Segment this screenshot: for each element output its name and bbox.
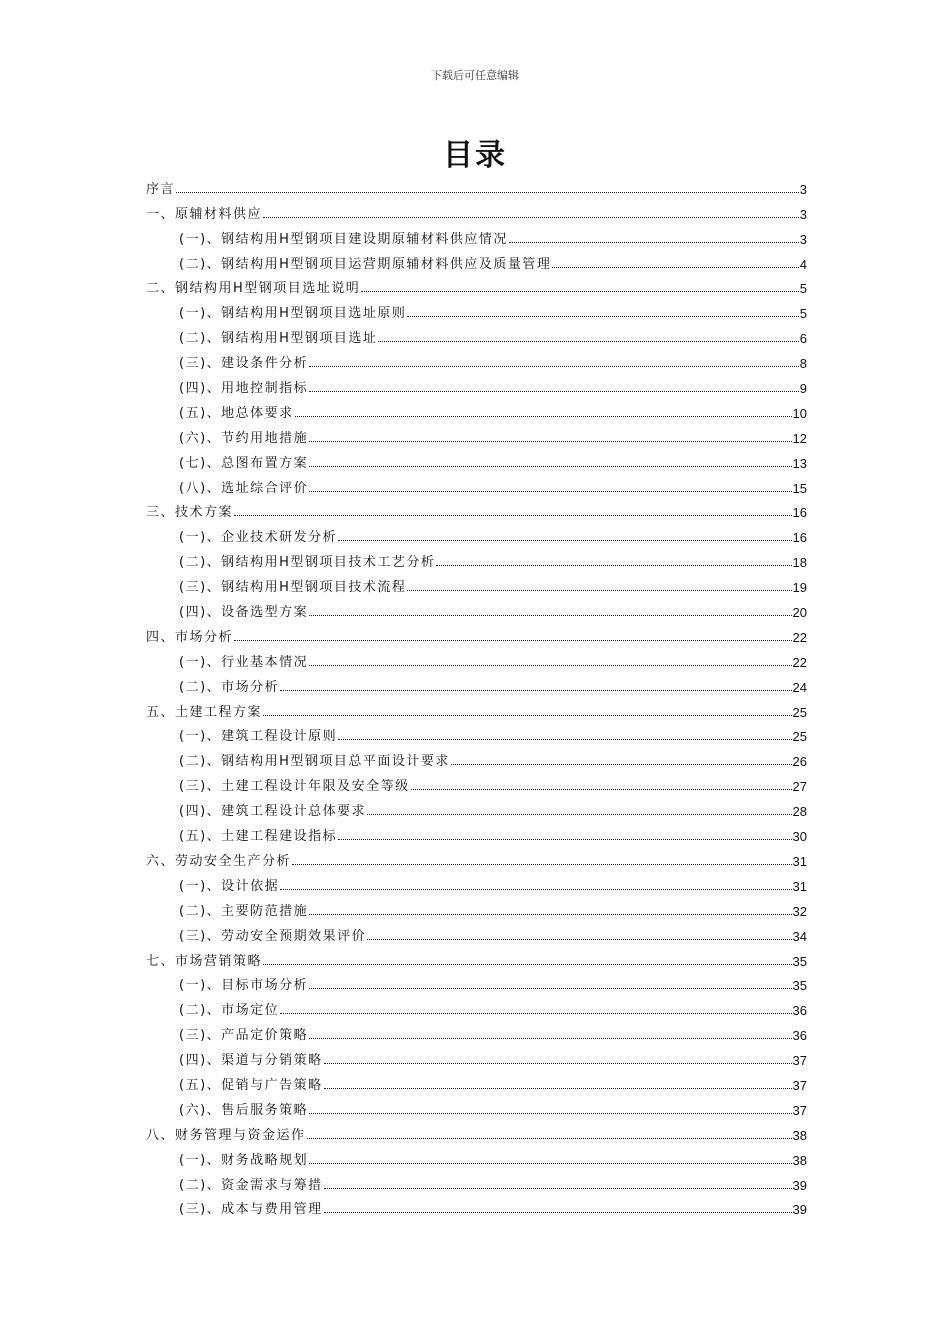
toc-entry[interactable] bbox=[146, 822, 807, 847]
toc-entry[interactable] bbox=[146, 573, 807, 598]
toc-dot-leader bbox=[324, 1211, 792, 1213]
toc-entry[interactable] bbox=[146, 947, 807, 972]
toc-entry-label: (一)、目标市场分析 bbox=[179, 978, 309, 994]
toc-entry-page-number: 22 bbox=[792, 629, 807, 645]
toc-entry-page-number: 31 bbox=[792, 853, 807, 869]
toc-entry-label: (三)、土建工程设计年限及安全等级 bbox=[179, 779, 410, 795]
toc-entry-page-number: 38 bbox=[792, 1127, 807, 1143]
toc-entry-page-number: 13 bbox=[792, 455, 807, 471]
toc-entry-page-number: 37 bbox=[792, 1102, 807, 1118]
toc-entry[interactable] bbox=[146, 424, 807, 449]
toc-entry-label: (六)、节约用地措施 bbox=[179, 430, 309, 446]
toc-dot-leader bbox=[292, 863, 792, 865]
toc-dot-leader bbox=[324, 1087, 792, 1089]
toc-entry[interactable] bbox=[146, 474, 807, 499]
toc-entry[interactable] bbox=[146, 175, 807, 200]
toc-entry[interactable] bbox=[146, 922, 807, 947]
toc-entry[interactable] bbox=[146, 623, 807, 648]
toc-dot-leader bbox=[378, 340, 798, 342]
toc-entry[interactable] bbox=[146, 972, 807, 997]
toc-entry-label: (三)、成本与费用管理 bbox=[179, 1202, 323, 1218]
toc-entry-page-number: 39 bbox=[792, 1177, 807, 1193]
toc-entry[interactable] bbox=[146, 648, 807, 673]
toc-entry-label: (一)、财务战略规划 bbox=[179, 1152, 309, 1168]
toc-entry[interactable] bbox=[146, 847, 807, 872]
toc-dot-leader bbox=[338, 738, 791, 740]
toc-entry-label: (二)、市场分析 bbox=[179, 679, 280, 695]
toc-entry-page-number: 35 bbox=[792, 978, 807, 994]
toc-entry-label: (二)、钢结构用H型钢项目总平面设计要求 bbox=[179, 754, 450, 770]
toc-dot-leader bbox=[234, 514, 792, 516]
toc-entry-page-number: 5 bbox=[799, 306, 807, 322]
toc-entry-page-number: 26 bbox=[792, 754, 807, 770]
toc-entry[interactable] bbox=[146, 200, 807, 225]
toc-dot-leader bbox=[263, 963, 792, 965]
toc-entry-label: 二、钢结构用H型钢项目选址说明 bbox=[146, 281, 361, 297]
toc-entry-page-number: 24 bbox=[792, 679, 807, 695]
toc-entry-label: 三、技术方案 bbox=[146, 505, 234, 521]
toc-entry-page-number: 19 bbox=[792, 580, 807, 596]
toc-entry-label: (三)、建设条件分析 bbox=[179, 356, 309, 372]
toc-dot-leader bbox=[309, 490, 791, 492]
toc-dot-leader bbox=[309, 987, 791, 989]
toc-entry-page-number: 28 bbox=[792, 804, 807, 820]
toc-entry-label: (二)、钢结构用H型钢项目选址 bbox=[179, 331, 378, 347]
toc-dot-leader bbox=[324, 1062, 792, 1064]
toc-entry[interactable] bbox=[146, 598, 807, 623]
toc-entry-page-number: 37 bbox=[792, 1077, 807, 1093]
toc-entry-page-number: 36 bbox=[792, 1003, 807, 1019]
toc-entry[interactable] bbox=[146, 872, 807, 897]
toc-entry-label: (三)、产品定价策略 bbox=[179, 1028, 309, 1044]
toc-entry-label: (六)、售后服务策略 bbox=[179, 1102, 309, 1118]
toc-entry-page-number: 39 bbox=[792, 1202, 807, 1218]
toc-dot-leader bbox=[309, 1112, 791, 1114]
toc-entry-label: 八、财务管理与资金运作 bbox=[146, 1127, 306, 1143]
toc-dot-leader bbox=[361, 290, 798, 292]
toc-entry-label: (一)、设计依据 bbox=[179, 878, 280, 894]
toc-entry-page-number: 3 bbox=[799, 206, 807, 222]
toc-dot-leader bbox=[411, 788, 792, 790]
toc-entry[interactable] bbox=[146, 275, 807, 300]
toc-dot-leader bbox=[509, 241, 799, 243]
toc-entry-label: 六、劳动安全生产分析 bbox=[146, 853, 292, 869]
toc-entry-page-number: 6 bbox=[799, 331, 807, 347]
toc-entry-page-number: 38 bbox=[792, 1152, 807, 1168]
toc-entry[interactable] bbox=[146, 1096, 807, 1121]
toc-dot-leader bbox=[407, 315, 798, 317]
toc-entry-label: (五)、土建工程建设指标 bbox=[179, 829, 338, 845]
toc-entry-page-number: 4 bbox=[799, 256, 807, 272]
toc-entry-label: (二)、资金需求与筹措 bbox=[179, 1177, 323, 1193]
toc-entry-page-number: 35 bbox=[792, 953, 807, 969]
toc-dot-leader bbox=[309, 614, 791, 616]
toc-dot-leader bbox=[407, 589, 791, 591]
toc-entry-label: 四、市场分析 bbox=[146, 629, 234, 645]
toc-entry-page-number: 5 bbox=[799, 281, 807, 297]
toc-entry-label: (七)、总图布置方案 bbox=[179, 455, 309, 471]
toc-entry-label: 七、市场营销策略 bbox=[146, 953, 263, 969]
toc-entry-page-number: 22 bbox=[792, 654, 807, 670]
toc-entry-page-number: 25 bbox=[792, 704, 807, 720]
toc-dot-leader bbox=[338, 539, 791, 541]
toc-entry[interactable] bbox=[146, 698, 807, 723]
toc-dot-leader bbox=[309, 390, 799, 392]
toc-entry[interactable] bbox=[146, 1146, 807, 1171]
toc-entry[interactable] bbox=[146, 449, 807, 474]
toc-dot-leader bbox=[436, 564, 791, 566]
toc-dot-leader bbox=[338, 838, 791, 840]
toc-entry[interactable] bbox=[146, 299, 807, 324]
toc-entry-page-number: 16 bbox=[792, 505, 807, 521]
toc-entry[interactable] bbox=[146, 673, 807, 698]
toc-entry[interactable] bbox=[146, 349, 807, 374]
toc-entry-page-number: 9 bbox=[799, 381, 807, 397]
toc-entry[interactable] bbox=[146, 499, 807, 524]
toc-dot-leader bbox=[309, 664, 791, 666]
toc-entry-label: (一)、钢结构用H型钢项目选址原则 bbox=[179, 306, 407, 322]
toc-entry-label: (二)、钢结构用H型钢项目技术工艺分析 bbox=[179, 555, 436, 571]
header-note: 下载后可任意编辑 bbox=[431, 69, 519, 82]
toc-entry-page-number: 8 bbox=[799, 356, 807, 372]
toc-entry-page-number: 3 bbox=[799, 181, 807, 197]
toc-entry-label: (二)、钢结构用H型钢项目运营期原辅材料供应及质量管理 bbox=[179, 256, 552, 272]
toc-entry[interactable] bbox=[146, 250, 807, 275]
toc-entry[interactable] bbox=[146, 324, 807, 349]
toc-entry-page-number: 10 bbox=[792, 405, 807, 421]
toc-dot-leader bbox=[552, 266, 798, 268]
toc-entry-label: 一、原辅材料供应 bbox=[146, 206, 263, 222]
toc-entry-label: (一)、钢结构用H型钢项目建设期原辅材料供应情况 bbox=[179, 231, 508, 247]
toc-dot-leader bbox=[309, 440, 791, 442]
toc-entry-label: (五)、地总体要求 bbox=[179, 405, 294, 421]
toc-entry[interactable] bbox=[146, 1021, 807, 1046]
toc-entry-label: (三)、钢结构用H型钢项目技术流程 bbox=[179, 580, 407, 596]
toc-dot-leader bbox=[263, 216, 799, 218]
toc-entry-page-number: 15 bbox=[792, 480, 807, 496]
toc-dot-leader bbox=[307, 1137, 792, 1139]
toc-dot-leader bbox=[309, 365, 799, 367]
toc-entry[interactable] bbox=[146, 548, 807, 573]
toc-dot-leader bbox=[309, 465, 791, 467]
toc-entry[interactable] bbox=[146, 225, 807, 250]
toc-entry[interactable] bbox=[146, 1121, 807, 1146]
toc-dot-leader bbox=[309, 1162, 791, 1164]
toc-entry[interactable] bbox=[146, 723, 807, 748]
toc-entry[interactable] bbox=[146, 747, 807, 772]
toc-entry-page-number: 25 bbox=[792, 729, 807, 745]
toc-entry[interactable] bbox=[146, 523, 807, 548]
toc-dot-leader bbox=[280, 1012, 791, 1014]
toc-entry[interactable] bbox=[146, 897, 807, 922]
toc-entry-page-number: 31 bbox=[792, 878, 807, 894]
page-title: 目录 bbox=[443, 138, 507, 173]
toc-entry-label: (四)、建筑工程设计总体要求 bbox=[179, 804, 367, 820]
toc-dot-leader bbox=[263, 714, 792, 716]
toc-entry-label: (八)、选址综合评价 bbox=[179, 480, 309, 496]
toc-entry[interactable] bbox=[146, 399, 807, 424]
toc-entry-label: (四)、用地控制指标 bbox=[179, 381, 309, 397]
toc-entry[interactable] bbox=[146, 1171, 807, 1196]
toc-entry-page-number: 20 bbox=[792, 605, 807, 621]
toc-entry-page-number: 34 bbox=[792, 928, 807, 944]
toc-entry[interactable] bbox=[146, 1046, 807, 1071]
toc-entry-page-number: 37 bbox=[792, 1053, 807, 1069]
toc-entry-page-number: 18 bbox=[792, 555, 807, 571]
toc-entry[interactable] bbox=[146, 797, 807, 822]
toc-entry-label: (一)、建筑工程设计原则 bbox=[179, 729, 338, 745]
toc-entry[interactable] bbox=[146, 374, 807, 399]
toc-entry[interactable] bbox=[146, 1071, 807, 1096]
toc-dot-leader bbox=[309, 1037, 791, 1039]
toc-entry-label: (二)、市场定位 bbox=[179, 1003, 280, 1019]
toc-dot-leader bbox=[324, 1187, 792, 1189]
toc-entry-page-number: 16 bbox=[792, 530, 807, 546]
toc-entry-page-number: 36 bbox=[792, 1028, 807, 1044]
toc-dot-leader bbox=[176, 191, 799, 193]
toc-entry-label: (二)、主要防范措施 bbox=[179, 903, 309, 919]
toc-entry-label: (一)、企业技术研发分析 bbox=[179, 530, 338, 546]
toc-dot-leader bbox=[451, 763, 792, 765]
toc-entry-page-number: 3 bbox=[799, 231, 807, 247]
toc-dot-leader bbox=[280, 689, 791, 691]
toc-entry-page-number: 12 bbox=[792, 430, 807, 446]
toc-entry[interactable] bbox=[146, 996, 807, 1021]
toc-dot-leader bbox=[280, 888, 791, 890]
toc-entry[interactable] bbox=[146, 772, 807, 797]
toc-dot-leader bbox=[367, 813, 791, 815]
toc-entry-label: (一)、行业基本情况 bbox=[179, 654, 309, 670]
toc-dot-leader bbox=[367, 938, 791, 940]
toc-entry-label: (五)、促销与广告策略 bbox=[179, 1077, 323, 1093]
toc-entry-label: (四)、设备选型方案 bbox=[179, 605, 309, 621]
toc-entry-label: (三)、劳动安全预期效果评价 bbox=[179, 928, 367, 944]
toc-entry-page-number: 32 bbox=[792, 903, 807, 919]
toc-entry-label: 序言 bbox=[146, 181, 176, 197]
toc-entry-label: (四)、渠道与分销策略 bbox=[179, 1053, 323, 1069]
table-of-contents bbox=[146, 175, 807, 1220]
toc-entry-page-number: 27 bbox=[792, 779, 807, 795]
toc-dot-leader bbox=[234, 639, 792, 641]
toc-entry[interactable] bbox=[146, 1196, 807, 1221]
toc-entry-label: 五、土建工程方案 bbox=[146, 704, 263, 720]
toc-entry-page-number: 30 bbox=[792, 829, 807, 845]
toc-dot-leader bbox=[295, 415, 792, 417]
toc-dot-leader bbox=[309, 913, 791, 915]
